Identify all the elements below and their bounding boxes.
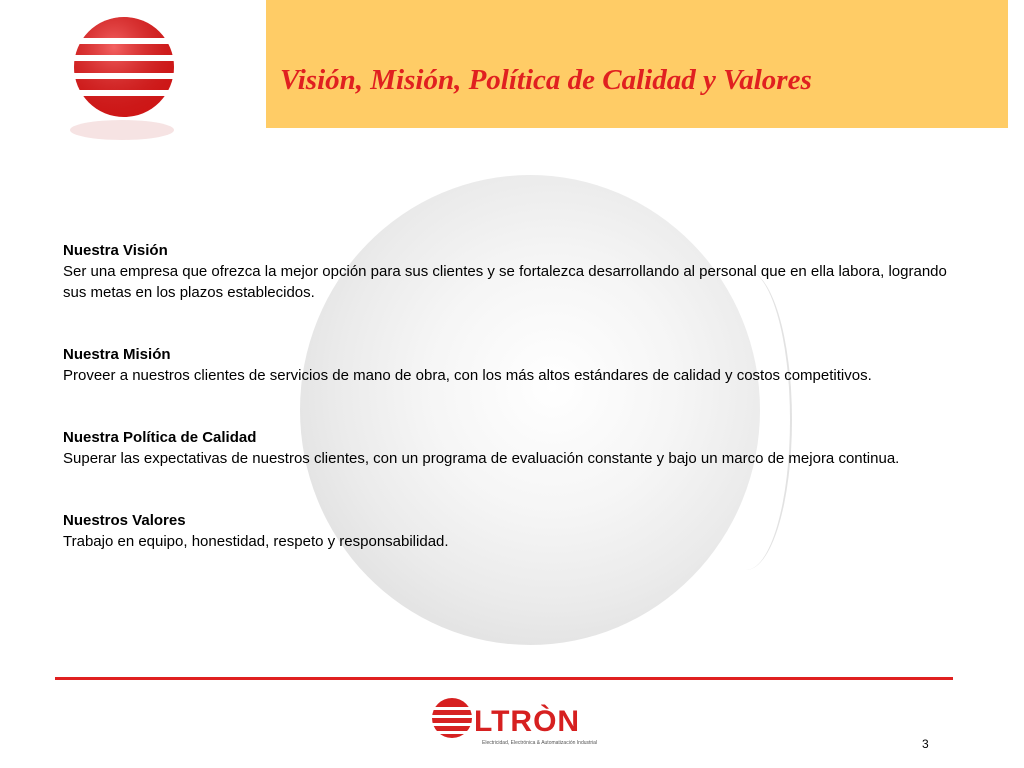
section-text: Proveer a nuestros clientes de servicios de mano de obra, con los más altos estándares de calidad y costos competitivos. xyxy=(63,367,872,384)
footer-divider xyxy=(55,677,953,680)
page-number: 3 xyxy=(922,737,929,751)
section-mission xyxy=(63,344,953,386)
brand-name: LTRÒN xyxy=(474,705,581,738)
brand-logo-icon xyxy=(430,694,600,750)
section-heading: Nuestros Valores xyxy=(63,512,186,529)
section-text: Superar las expectativas de nuestros clientes, con un programa de evaluación constante y bajo un marco de mejora continua. xyxy=(63,450,900,467)
section-heading: Nuestra Política de Calidad xyxy=(63,429,257,446)
brand-tagline: Electricidad, Electrónica & Automatización Industrial xyxy=(482,740,598,746)
company-logo-icon xyxy=(62,12,182,142)
section-text: Trabajo en equipo, honestidad, respeto y responsabilidad. xyxy=(63,533,449,550)
section-heading: Nuestra Misión xyxy=(63,346,171,363)
page-title: Visión, Misión, Política de Calidad y Valores xyxy=(280,64,812,96)
section-quality-policy xyxy=(63,427,953,469)
section-heading: Nuestra Visión xyxy=(63,242,168,259)
section-vision xyxy=(63,240,953,303)
section-values xyxy=(63,510,953,552)
content-area xyxy=(63,240,953,593)
section-text: Ser una empresa que ofrezca la mejor opción para sus clientes y se fortalezca desarrollando al personal que en ella labora, logrando sus metas en los plazos establecidos. xyxy=(63,263,947,301)
